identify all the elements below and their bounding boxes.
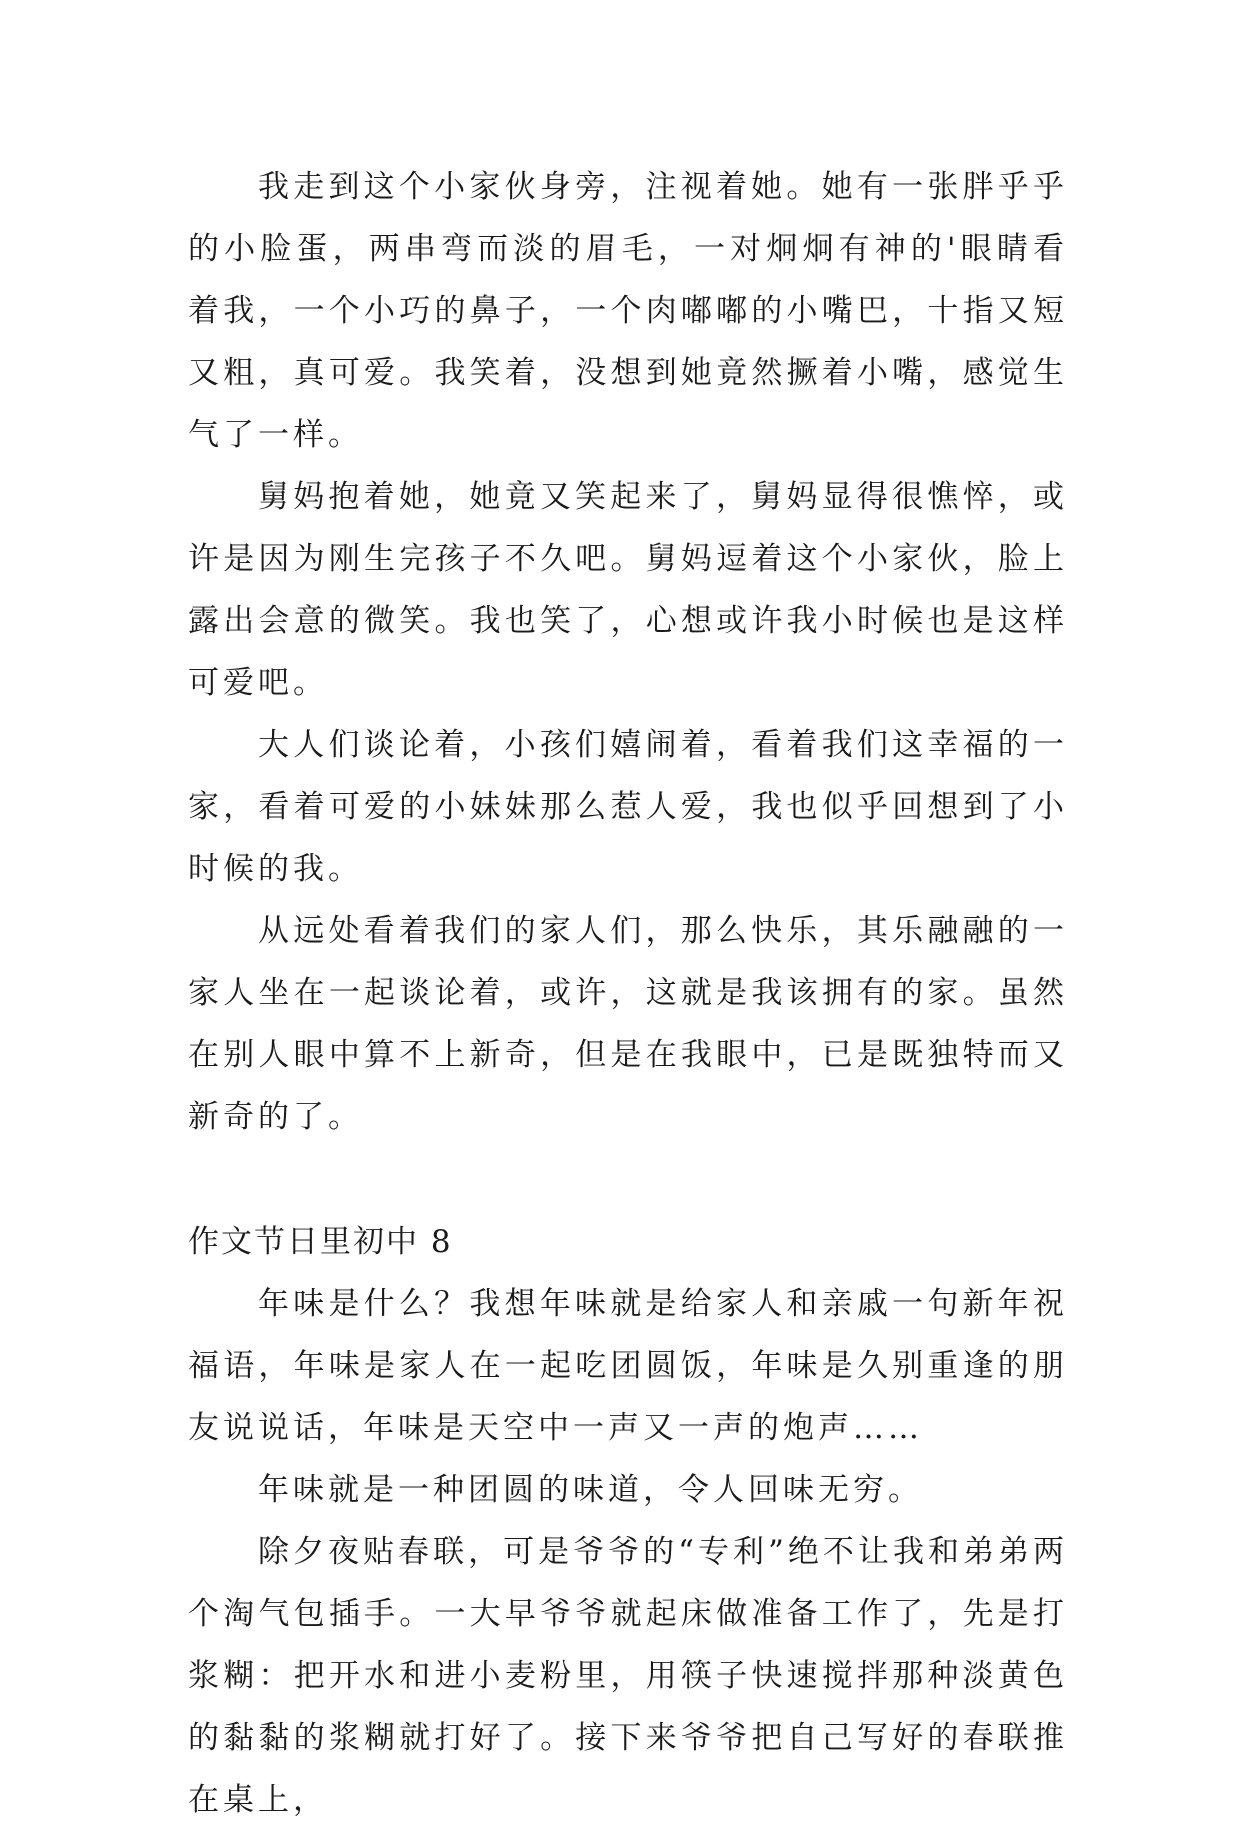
- paragraph: 大人们谈论着，小孩们嬉闹着，看着我们这幸福的一家，看着可爱的小妹妹那么惹人爱，我也似乎回想到了小时候的我。: [188, 727, 1068, 887]
- section-heading: 作文节日里初中 8: [188, 1224, 453, 1260]
- document-body: [188, 156, 1068, 1831]
- paragraph: 除夕夜贴春联，可是爷爷的“专利”绝不让我和弟弟两个淘气包插手。一大早爷爷就起床做准备工作了，先是打浆糊：把开水和进小麦粉里，用筷子快速搅拌那种淡黄色的黏黏的浆糊就打好了。接下来爷爷把自己写好的春联推在桌上，: [188, 1534, 1068, 1818]
- paragraph: 我走到这个小家伙身旁，注视着她。她有一张胖乎乎的小脸蛋，两串弯而淡的眉毛，一对炯炯有神的'眼睛看着我，一个小巧的鼻子，一个肉嘟嘟的小嘴巴，十指又短又粗，真可爱。我笑着，没想到她竟然撅着小嘴，感觉生气了一样。: [188, 169, 1068, 453]
- paragraph: 舅妈抱着她，她竟又笑起来了，舅妈显得很憔悴，或许是因为刚生完孩子不久吧。舅妈逗着这个小家伙，脸上露出会意的微笑。我也笑了，心想或许我小时候也是这样可爱吧。: [188, 479, 1068, 701]
- paragraph: 年味是什么？我想年味就是给家人和亲戚一句新年祝福语，年味是家人在一起吃团圆饭，年味是久别重逢的朋友说说话，年味是天空中一声又一声的炮声……: [188, 1286, 1068, 1446]
- paragraph: 从远处看着我们的家人们，那么快乐，其乐融融的一家人坐在一起谈论着，或许，这就是我该拥有的家。虽然在别人眼中算不上新奇，但是在我眼中，已是既独特而又新奇的了。: [188, 913, 1068, 1135]
- paragraph: 年味就是一种团圆的味道，令人回味无穷。: [258, 1472, 923, 1508]
